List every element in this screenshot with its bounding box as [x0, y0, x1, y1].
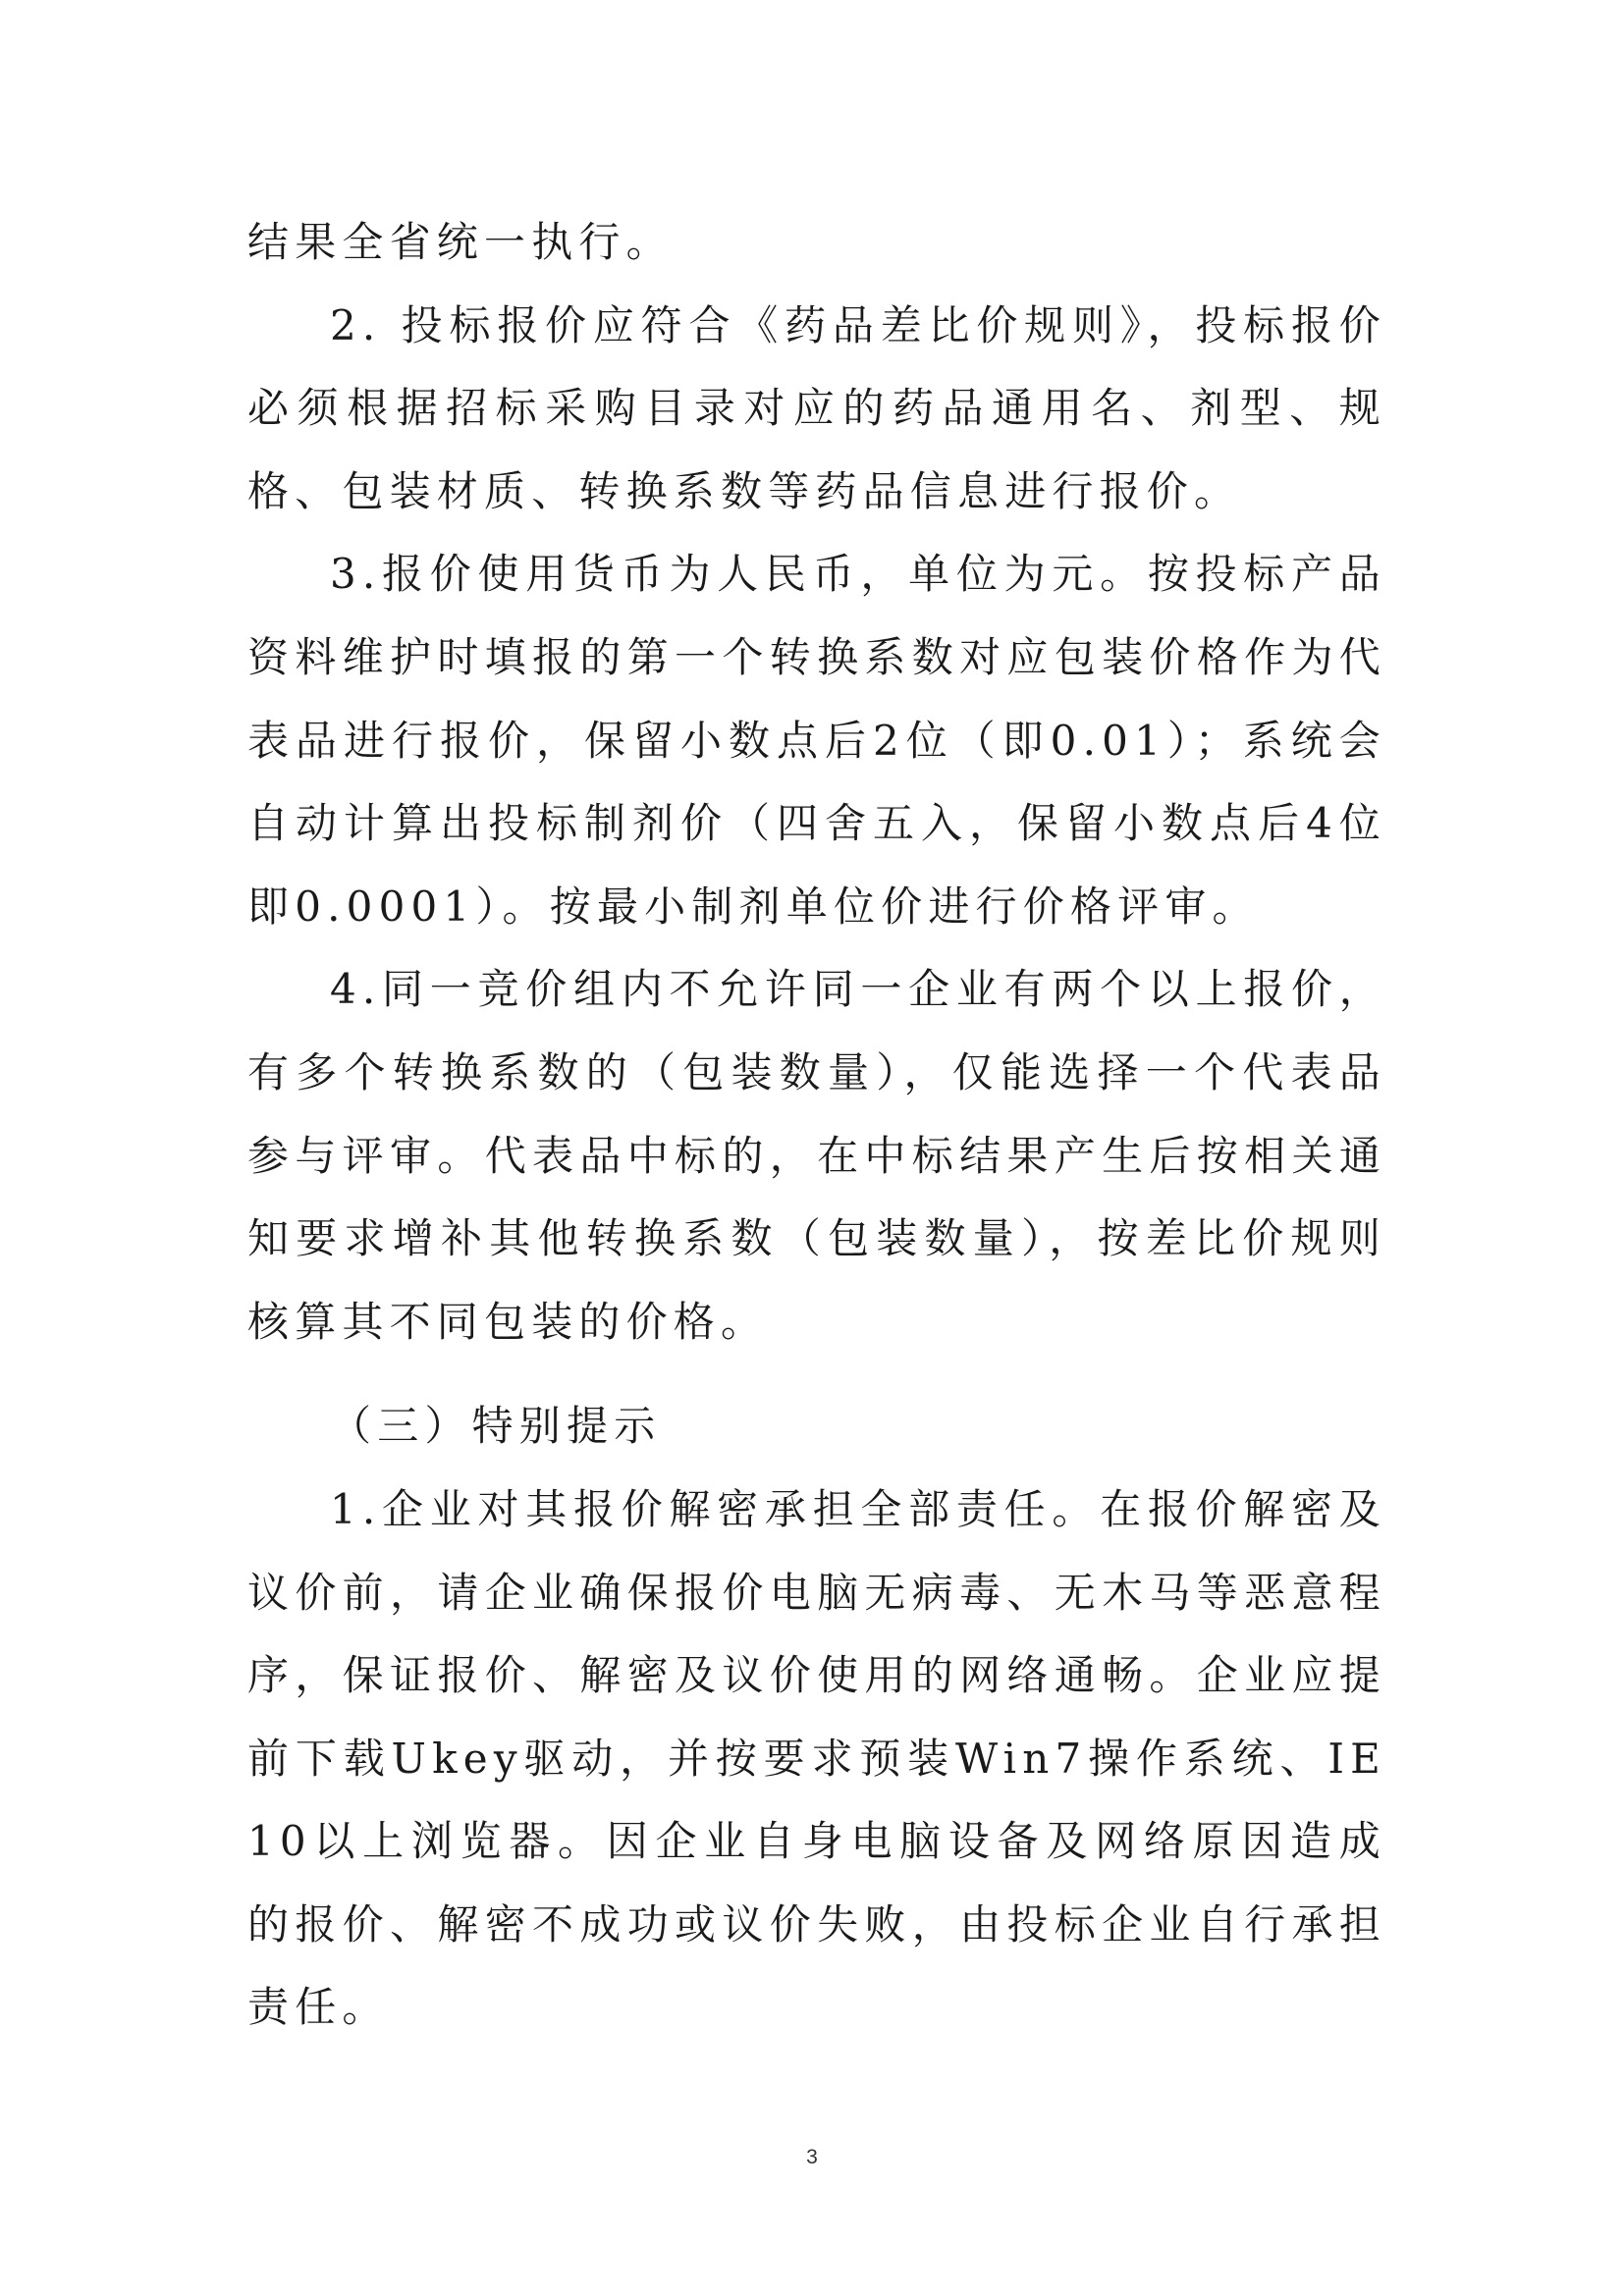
section-heading: （三）特别提示: [330, 1402, 662, 1451]
continuation-paragraph: 结果全省统一执行。: [247, 218, 674, 266]
clause-2-paragraph: 2. 投标报价应符合《药品差比价规则》，投标报价必须根据招标采购目录对应的药品通用名、剂型、规格、包装材质、转换系数等药品信息进行报价。: [247, 300, 1386, 515]
clause-3-paragraph: 3.报价使用货币为人民币，单位为元。按投标产品资料维护时填报的第一个转换系数对应包装价格作为代表品进行报价，保留小数点后2位（即0.01）；系统会自动计算出投标制剂价（四舍五入，保留小数点后4位即0.0001）。按最小制剂单位价进行价格评审。: [247, 550, 1386, 931]
page-body: [247, 201, 1386, 2050]
special-note-1-paragraph: 1.企业对其报价解密承担全部责任。在报价解密及议价前，请企业确保报价电脑无病毒、无木马等恶意程序，保证报价、解密及议价使用的网络通畅。企业应提前下载Ukey驱动，并按要求预装Win7操作系统、IE10以上浏览器。因企业自身电脑设备及网络原因造成的报价、解密不成功或议价失败，由投标企业自行承担责任。: [247, 1484, 1386, 2032]
page-number: 3: [806, 2146, 818, 2168]
clause-4-paragraph: 4.同一竞价组内不允许同一企业有两个以上报价，有多个转换系数的（包装数量），仅能选择一个代表品参与评审。代表品中标的，在中标结果产生后按相关通知要求增补其他转换系数（包装数量），按差比价规则核算其不同包装的价格。: [247, 965, 1386, 1346]
